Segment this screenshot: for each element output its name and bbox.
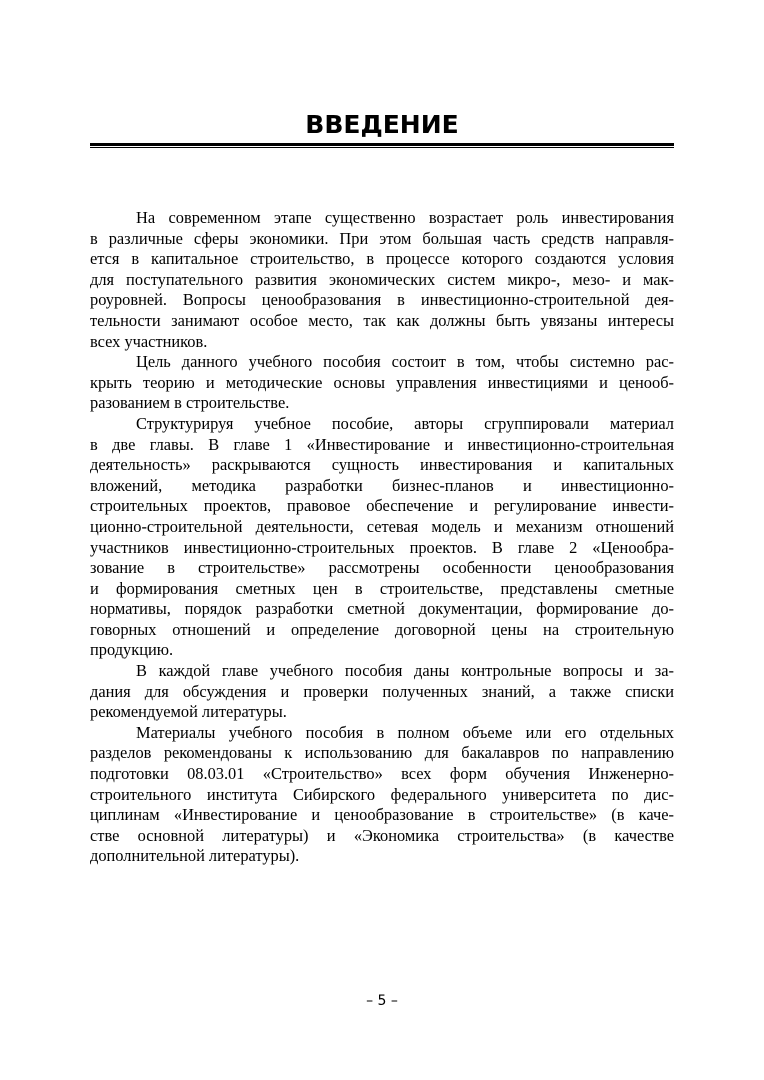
paragraph-line: разделов рекомендованы к использованию для бакалавров по направлению [90, 743, 674, 763]
paragraph-line: ется в капитальное строительство, в процессе которого создаются условия [90, 249, 674, 269]
paragraph-line: В каждой главе учебного пособия даны контрольные вопросы и за- [136, 661, 674, 681]
paragraph-4 [90, 661, 674, 723]
paragraph-1 [90, 208, 674, 352]
paragraph-line: нормативы, порядок разработки сметной документации, формирование до- [90, 599, 674, 619]
paragraph-line: и формирования сметных цен в строительстве, представлены сметные [90, 578, 674, 598]
heading-rule [90, 143, 674, 148]
paragraph-line: ционно-строительной деятельности, сетевая модель и механизм отношений [90, 516, 674, 536]
paragraph-line: участников инвестиционно-строительных проектов. В главе 2 «Ценообра- [90, 537, 674, 557]
paragraph-line: стве основной литературы) и «Экономика строительства» (в качестве [90, 825, 674, 845]
paragraph-2 [90, 352, 674, 414]
paragraph-line: строительных проектов, правовое обеспечение и регулирование инвести- [90, 496, 674, 516]
paragraph-line: вложений, методика разработки бизнес-планов и инвестиционно- [90, 475, 674, 495]
paragraph-line: разованием в строительстве. [90, 393, 290, 413]
paragraph-line: роуровней. Вопросы ценообразования в инвестиционно-строительной дея- [90, 290, 674, 310]
paragraph-line: Структурируя учебное пособие, авторы сгруппировали материал [136, 413, 674, 433]
paragraph-line: тельности занимают особое место, так как должны быть увязаны интересы [90, 310, 674, 330]
paragraph-line: Цель данного учебного пособия состоит в том, чтобы системно рас- [136, 352, 674, 372]
paragraph-line: Материалы учебного пособия в полном объеме или его отдельных [136, 722, 674, 742]
paragraph-line: рекомендуемой литературы. [90, 702, 287, 722]
paragraph-5 [90, 723, 674, 867]
paragraph-line: подготовки 08.03.01 «Строительство» всех форм обучения Инженерно- [90, 764, 674, 784]
paragraph-line: крыть теорию и методические основы управления инвестициями и ценооб- [90, 372, 674, 392]
paragraph-line: всех участников. [90, 331, 208, 351]
paragraph-line: дания для обсуждения и проверки полученных знаний, а также списки [90, 681, 674, 701]
paragraph-line: строительного института Сибирского федерального университета по дис- [90, 784, 674, 804]
paragraph-line: дополнительной литературы). [90, 846, 300, 866]
paragraph-line: деятельность» раскрываются сущность инвестирования и капитальных [90, 455, 674, 475]
paragraph-line: На современном этапе существенно возрастает роль инвестирования [136, 208, 674, 227]
paragraph-line: для поступательного развития экономических систем микро-, мезо- и мак- [90, 269, 674, 289]
body-text [90, 208, 674, 867]
paragraph-line: продукцию. [90, 640, 174, 660]
paragraph-line: говорных отношений и определение договорной цены на строительную [90, 619, 674, 639]
section-heading: ВВЕДЕНИЕ [305, 110, 459, 139]
paragraph-line: в различные сферы экономики. При этом большая часть средств направля- [90, 228, 674, 248]
paragraph-line: циплинам «Инвестирование и ценообразование в строительстве» (в каче- [90, 805, 674, 825]
paragraph-3 [90, 414, 674, 661]
paragraph-line: в две главы. В главе 1 «Инвестирование и инвестиционно-строительная [90, 434, 674, 454]
page-number: – 5 – [366, 993, 398, 1009]
paragraph-line: зование в строительстве» рассмотрены особенности ценообразования [90, 558, 674, 578]
